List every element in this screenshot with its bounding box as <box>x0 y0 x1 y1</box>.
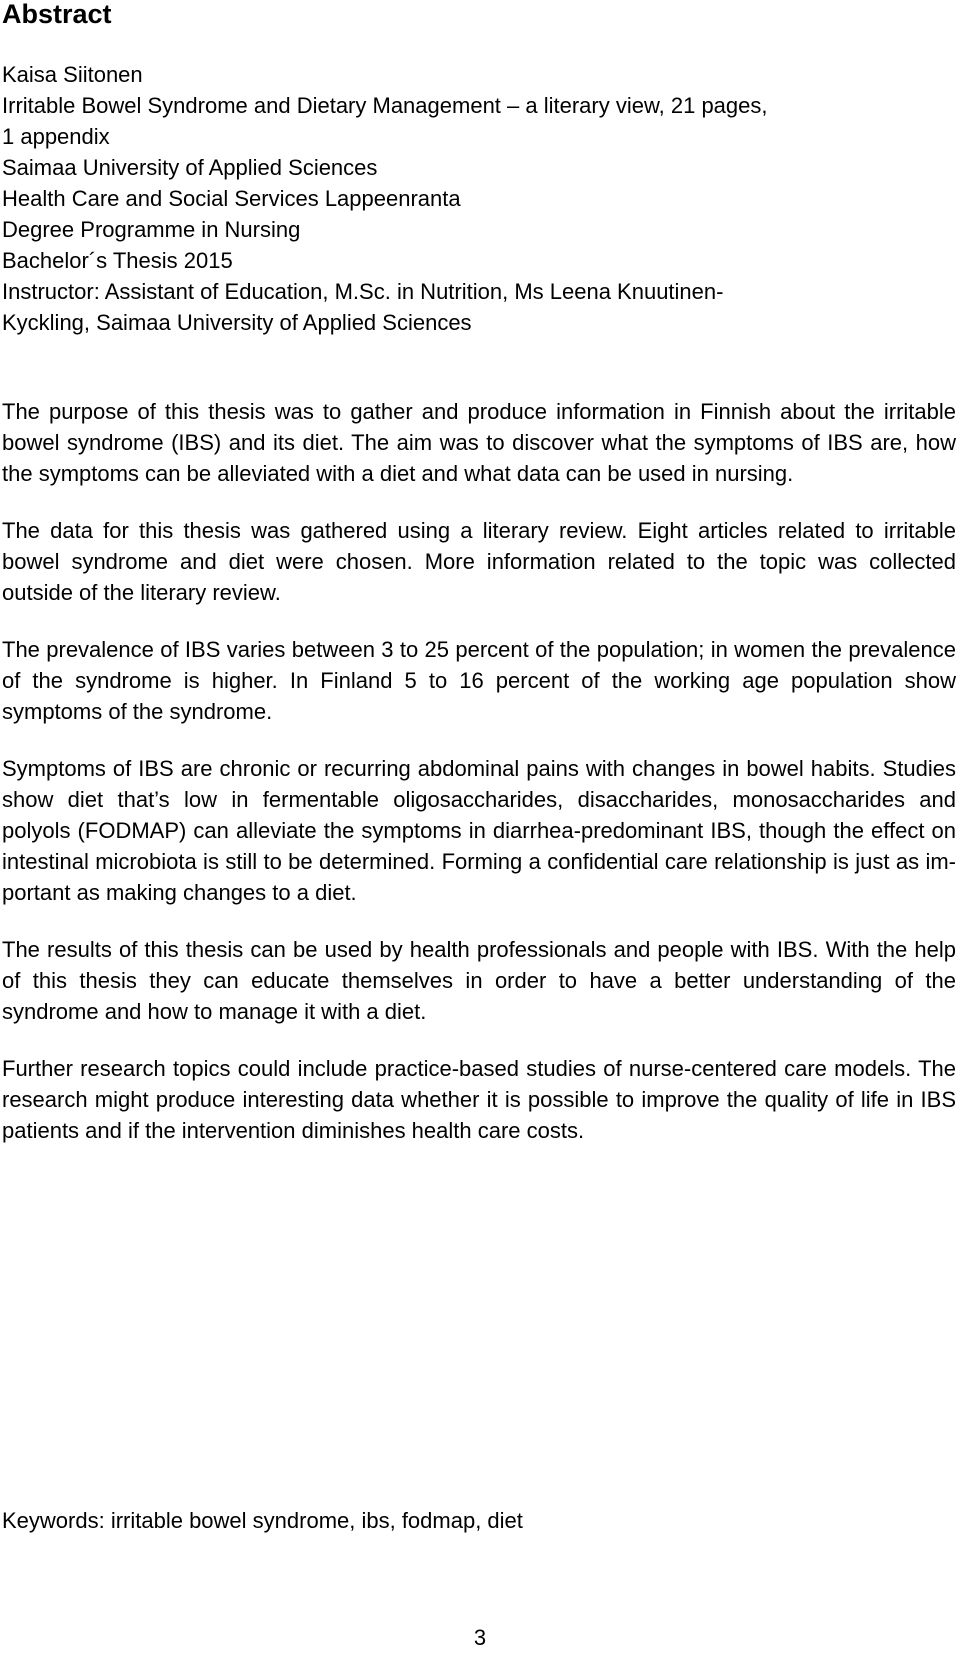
thesis-title: Irritable Bowel Syndrome and Dietary Management – a literary view, 21 pages, <box>2 93 768 118</box>
degree-programme: Degree Programme in Nursing <box>2 217 301 242</box>
abstract-body <box>2 396 956 1172</box>
paragraph-purpose: The purpose of this thesis was to gather and produce information in Finnish about the irritable bowel syndrome (IBS) and its diet. The aim was to discover what the symptoms of IBS are, how the symptoms can be alleviated with a diet and what data can be used in nursing. <box>2 399 956 486</box>
author-name: Kaisa Siitonen <box>2 62 143 87</box>
paragraph-prevalence: The prevalence of IBS varies between 3 to 25 percent of the population; in women the prevalence of the syndrome is higher. In Finland 5 to 16 percent of the working age population show symptoms of the syndrome. <box>2 637 956 724</box>
thesis-metadata <box>2 59 902 338</box>
instructor-line-1: Instructor: Assistant of Education, M.Sc. in Nutrition, Ms Leena Knuutinen- <box>2 279 724 304</box>
instructor-line-2: Kyckling, Saimaa University of Applied Sciences <box>2 310 472 335</box>
paragraph-symptoms: Symptoms of IBS are chronic or recurring abdominal pains with changes in bowel habits. Studies show diet that’s low in fermentable oligosaccharides, disaccharides, monosaccharides and polyols (FODMAP) can alleviate the symptoms in diarrhea-predominant IBS, though the effect on intestinal microbiota is still to be determined. Forming a confidential care relationship is just as important as making changes to a diet. <box>2 756 956 905</box>
keywords: Keywords: irritable bowel syndrome, ibs, fodmap, diet <box>2 1508 523 1533</box>
faculty-name: Health Care and Social Services Lappeenranta <box>2 186 461 211</box>
abstract-heading: Abstract <box>2 0 112 29</box>
paragraph-results: The results of this thesis can be used by health professionals and people with IBS. With the help of this thesis they can educate themselves in order to have a better understanding of the syndrome and how to manage it with a diet. <box>2 937 956 1024</box>
page-number: 3 <box>473 1625 487 1650</box>
thesis-type-year: Bachelor´s Thesis 2015 <box>2 248 233 273</box>
appendix-info: 1 appendix <box>2 124 110 149</box>
paragraph-data: The data for this thesis was gathered using a literary review. Eight articles related to irritable bowel syndrome and diet were chosen. More information related to the topic was collected outside of the literary review. <box>2 518 956 605</box>
paragraph-further-research: Further research topics could include practice-based studies of nurse-centered care models. The research might produce interesting data whether it is possible to improve the quality of life in IBS patients and if the intervention diminishes health care costs. <box>2 1056 956 1143</box>
university-name: Saimaa University of Applied Sciences <box>2 155 378 180</box>
